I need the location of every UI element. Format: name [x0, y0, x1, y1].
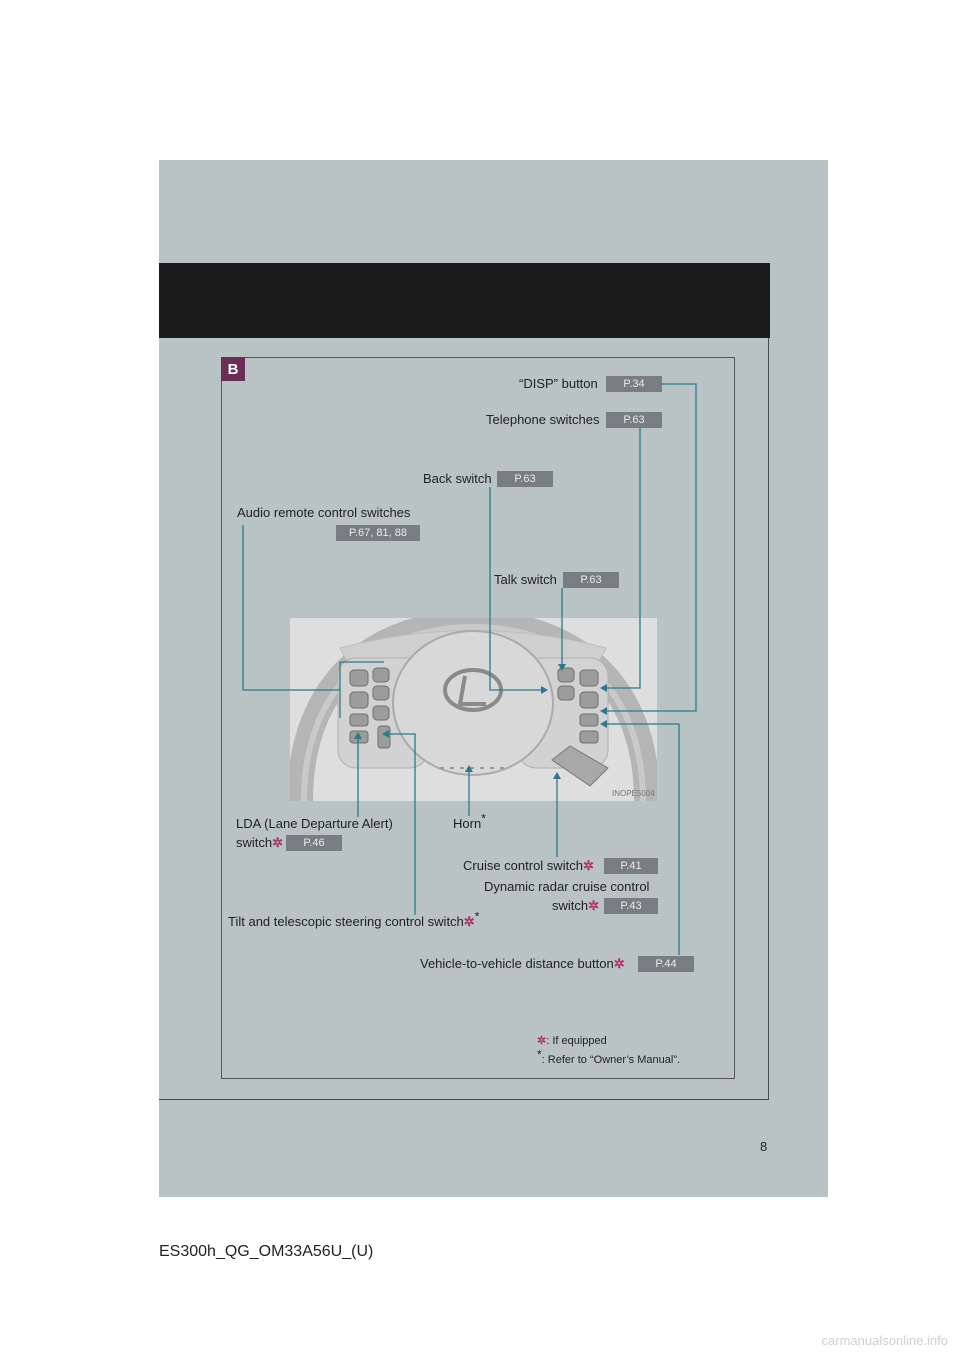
tilt-label-text: Tilt and telescopic steering control switch [228, 914, 464, 929]
lda-equipped-mark: ✲ [272, 835, 284, 850]
legend-equipped-text: : If equipped [546, 1035, 607, 1047]
steering-wheel-drawing [290, 618, 657, 801]
cruise-equipped-mark: ✲ [582, 858, 594, 873]
tilt-equipped-mark: ✲ [463, 914, 475, 929]
vehicle-distance-equipped-mark: ✲ [613, 956, 625, 971]
lda-label-text: switch [236, 835, 273, 850]
cruise-label-text: Cruise control switch [463, 858, 583, 873]
dynamic-equipped-mark: ✲ [588, 898, 600, 913]
header-band [159, 263, 770, 338]
watermark: carmanualsonline.info [821, 1333, 948, 1348]
document-code: ES300h_QG_OM33A56U_(U) [159, 1243, 374, 1260]
horn-label-text: Horn [453, 816, 482, 831]
cruise-page-ref[interactable]: P.41 [604, 858, 658, 874]
vehicle-distance-page-ref[interactable]: P.44 [638, 956, 694, 972]
audio-remote-label: Audio remote control switches [237, 505, 411, 520]
vehicle-distance-label [420, 956, 625, 972]
dynamic-radar-label-line1: Dynamic radar cruise control [484, 879, 650, 894]
audio-page-ref[interactable]: P.67, 81, 88 [336, 525, 420, 541]
tilt-owner-mark: * [474, 909, 480, 924]
legend-owner-mark: * [537, 1047, 542, 1062]
page-number: 8 [760, 1139, 768, 1154]
lda-page-ref[interactable]: P.46 [286, 835, 342, 851]
legend-owners-text: : Refer to “Owner’s Manual”. [541, 1054, 681, 1066]
telephone-switches-label: Telephone switches [486, 412, 600, 427]
dynamic-page-ref[interactable]: P.43 [604, 898, 658, 914]
legend-equipped [537, 1034, 607, 1047]
dynamic-label-text: switch [552, 898, 589, 913]
disp-button-label: “DISP” button [519, 376, 598, 391]
telephone-page-ref[interactable]: P.63 [606, 412, 662, 428]
talk-page-ref[interactable]: P.63 [563, 572, 619, 588]
dynamic-radar-label-line2 [552, 898, 599, 914]
legend-owners-manual [537, 1047, 681, 1066]
back-page-ref[interactable]: P.63 [497, 471, 553, 487]
tilt-telescopic-label [228, 909, 480, 930]
disp-page-ref[interactable]: P.34 [606, 376, 662, 392]
talk-switch-label: Talk switch [494, 572, 557, 587]
lda-label-line1: LDA (Lane Departure Alert) [236, 816, 393, 831]
lda-label-line2 [236, 835, 283, 851]
horn-owner-mark: * [481, 811, 486, 826]
cruise-control-label [463, 858, 594, 874]
back-switch-label: Back switch [423, 471, 492, 486]
legend-equipped-mark: ✲ [537, 1035, 547, 1047]
photo-code: INOPE5004 [612, 789, 655, 798]
steering-wheel-photo [290, 618, 657, 801]
section-badge: B [221, 357, 245, 381]
vehicle-distance-label-text: Vehicle-to-vehicle distance button [420, 956, 614, 971]
horn-label [453, 811, 486, 832]
